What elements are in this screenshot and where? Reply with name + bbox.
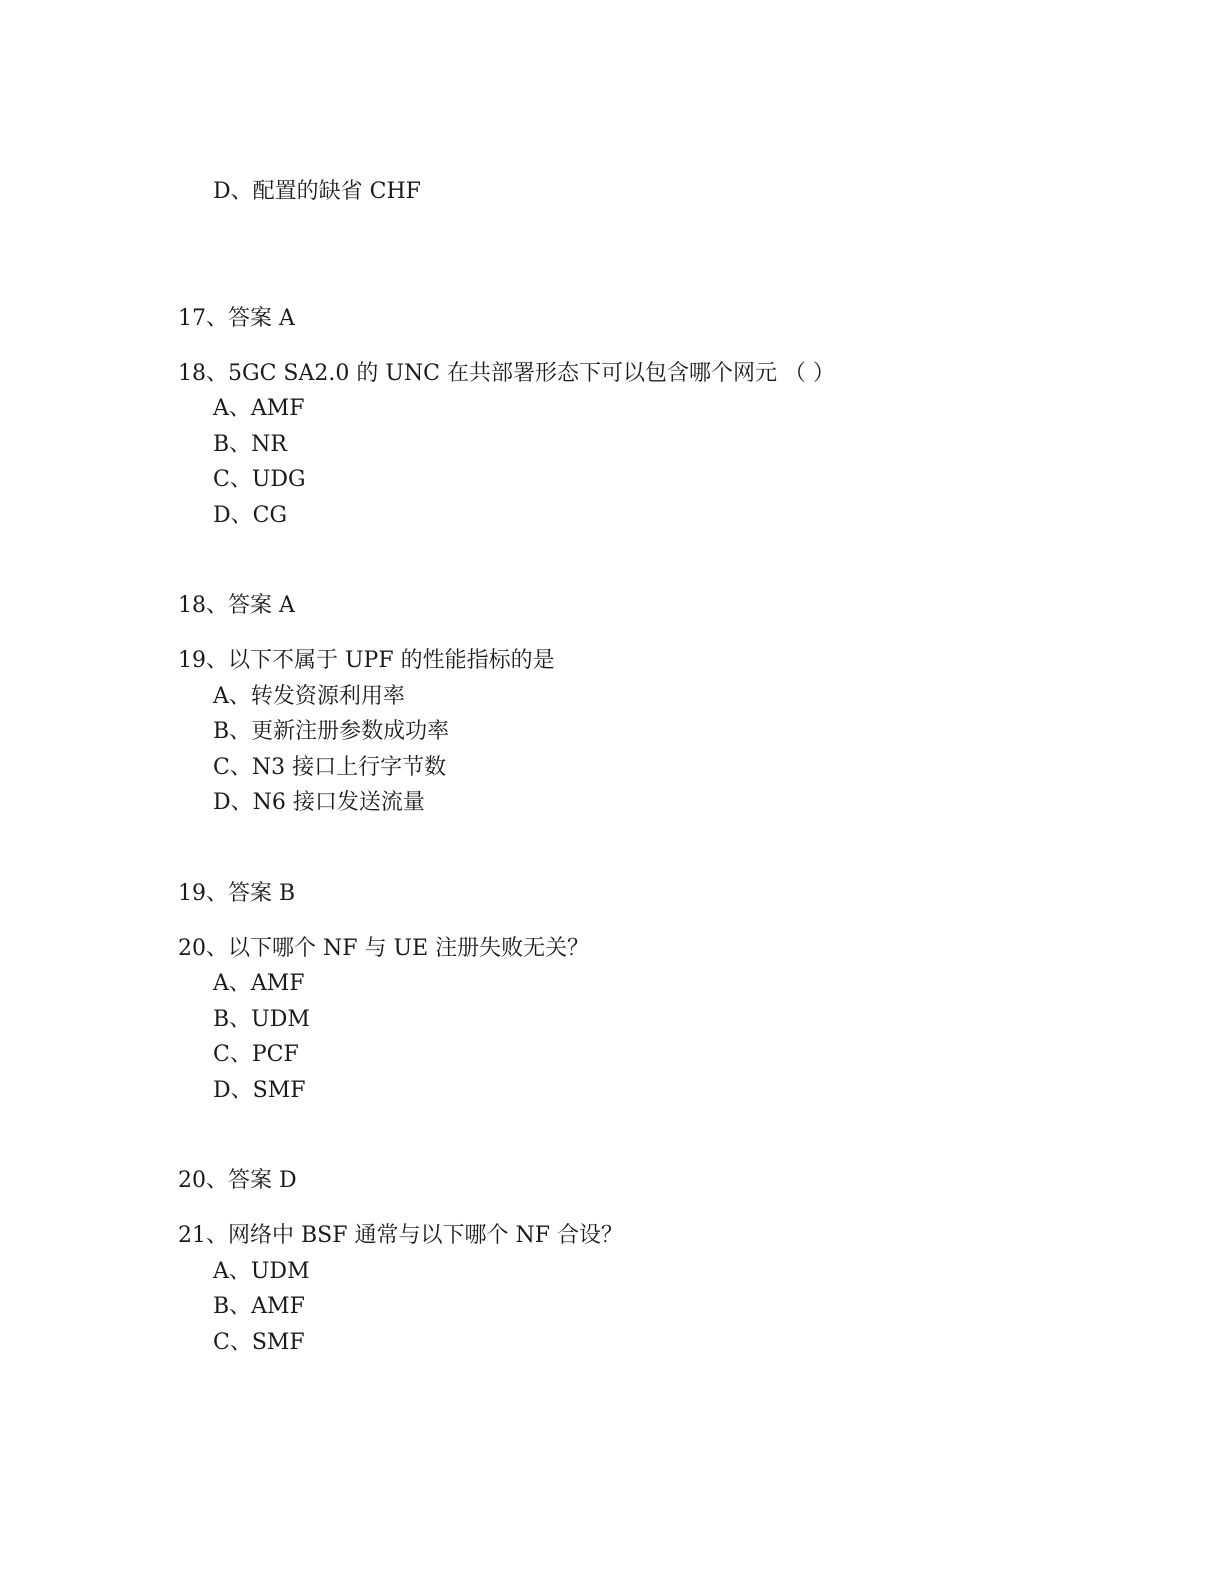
q19-option-b: B、更新注册参数成功率	[213, 719, 450, 744]
answer-18: 18、答案 A	[178, 593, 295, 618]
answer-17: 17、答案 A	[178, 306, 295, 331]
q19-option-c: C、N3 接口上行字节数	[213, 755, 447, 780]
q20-option-d: D、SMF	[213, 1078, 306, 1103]
q21-option-a: A、UDM	[213, 1259, 310, 1284]
q18-option-c: C、UDG	[213, 467, 306, 492]
answer-19: 19、答案 B	[178, 881, 296, 906]
q21-option-c: C、SMF	[213, 1330, 305, 1355]
question-18: 18、5GC SA2.0 的 UNC 在共部署形态下可以包含哪个网元 （ ）	[178, 361, 835, 386]
question-19: 19、以下不属于 UPF 的性能指标的是	[178, 648, 555, 673]
question-21: 21、网络中 BSF 通常与以下哪个 NF 合设？	[178, 1223, 623, 1248]
question-20: 20、以下哪个 NF 与 UE 注册失败无关？	[178, 936, 590, 961]
q20-option-c: C、PCF	[213, 1042, 299, 1067]
q19-option-d: D、N6 接口发送流量	[213, 790, 425, 815]
q19-option-a: A、转发资源利用率	[213, 684, 405, 709]
answer-20: 20、答案 D	[178, 1168, 297, 1193]
q20-option-b: B、UDM	[213, 1007, 310, 1032]
option-d-previous: D、配置的缺省 CHF	[213, 179, 421, 204]
q20-option-a: A、AMF	[213, 971, 305, 996]
q18-option-a: A、AMF	[213, 396, 305, 421]
q18-option-d: D、CG	[213, 503, 288, 528]
q21-option-b: B、AMF	[213, 1294, 305, 1319]
q18-option-b: B、NR	[213, 432, 287, 457]
